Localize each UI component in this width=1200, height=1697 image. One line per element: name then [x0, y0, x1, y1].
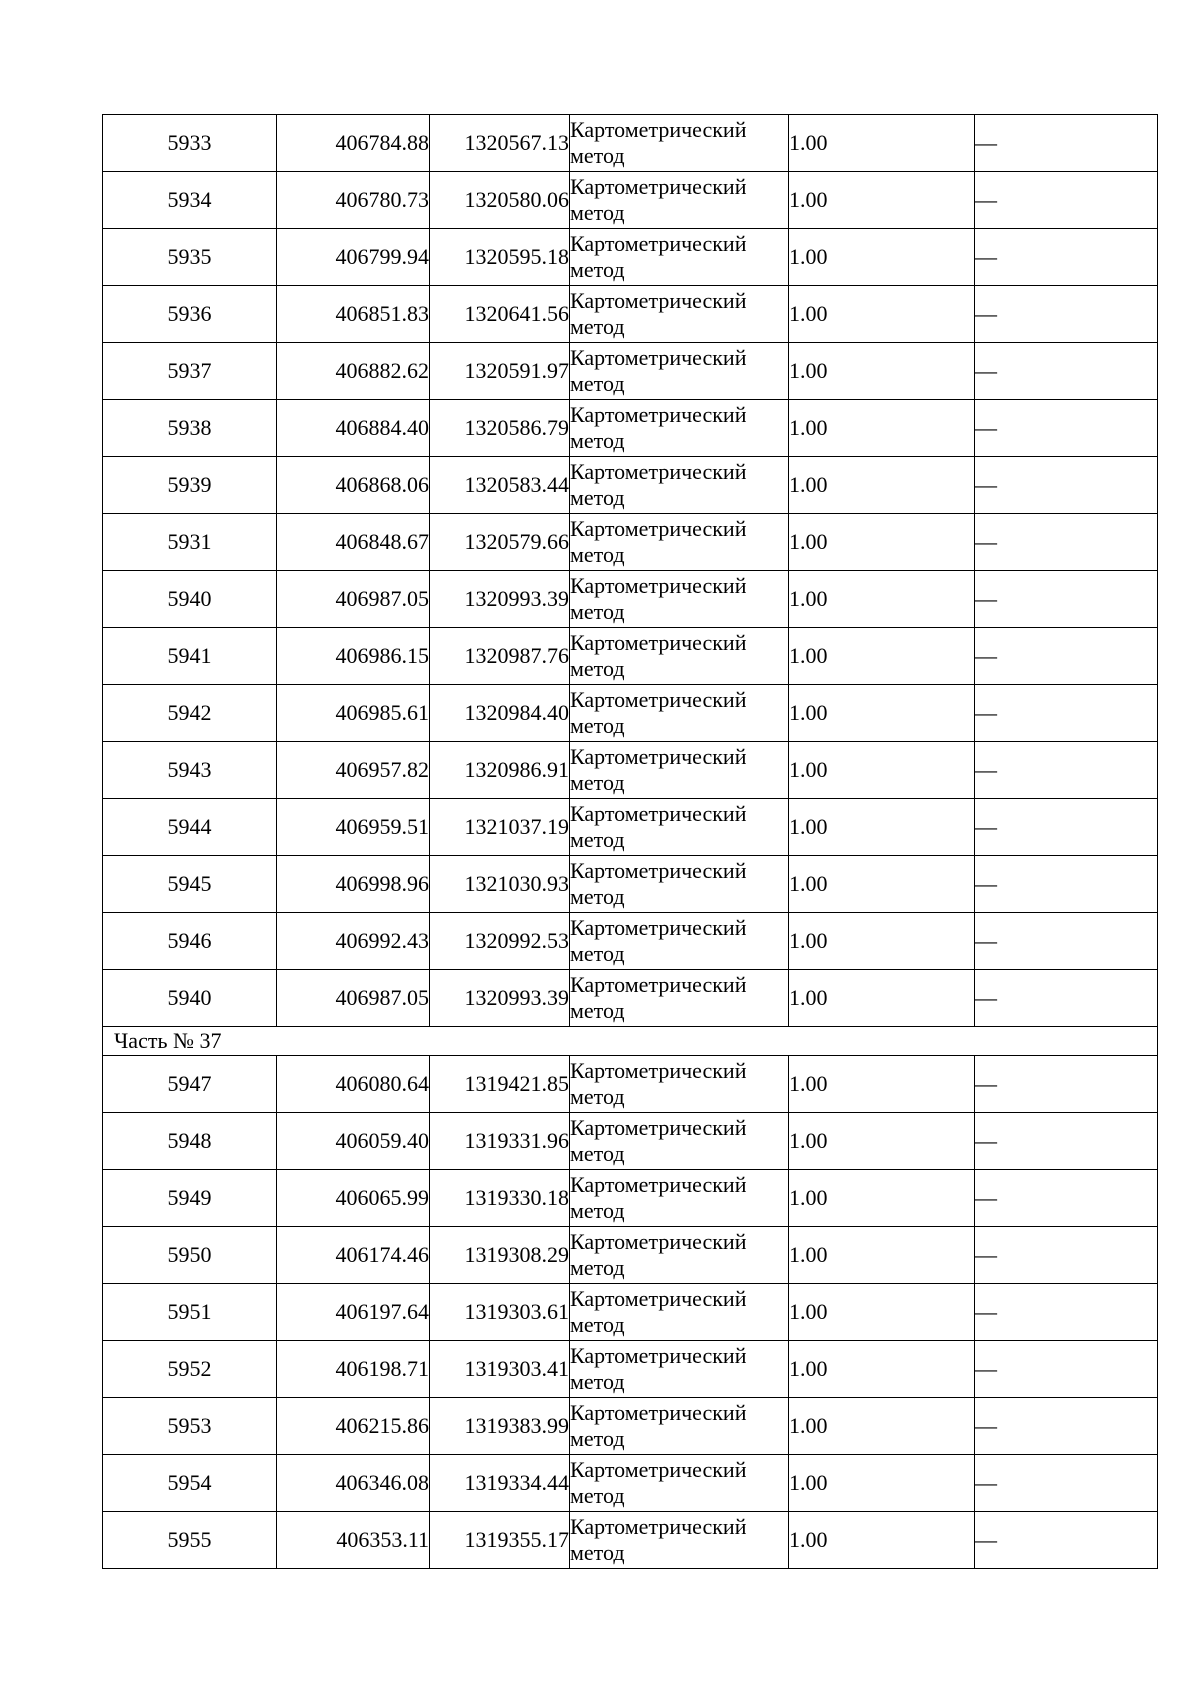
y-coordinate-cell: 1320987.76: [430, 628, 570, 685]
table-row: [103, 229, 1158, 286]
description-cell: —: [975, 628, 1158, 685]
method-line-1: Картометрический: [570, 1058, 747, 1083]
table-row: [103, 400, 1158, 457]
accuracy-cell: 1.00: [789, 1341, 975, 1398]
method-line-2: метод: [570, 1540, 625, 1565]
accuracy-cell: 1.00: [789, 1056, 975, 1113]
method-line-2: метод: [570, 200, 625, 225]
table-row: [103, 856, 1158, 913]
description-cell: —: [975, 343, 1158, 400]
method-line-1: Картометрический: [570, 1115, 747, 1140]
accuracy-cell: 1.00: [789, 571, 975, 628]
y-coordinate-cell: 1320986.91: [430, 742, 570, 799]
table-row: [103, 1227, 1158, 1284]
table-row: [103, 571, 1158, 628]
method-cell: [570, 1512, 789, 1569]
description-cell: —: [975, 1170, 1158, 1227]
method-line-1: Картометрический: [570, 915, 747, 940]
x-coordinate-cell: 406985.61: [277, 685, 430, 742]
y-coordinate-cell: 1320586.79: [430, 400, 570, 457]
method-cell: [570, 229, 789, 286]
x-coordinate-cell: 406065.99: [277, 1170, 430, 1227]
method-line-2: метод: [570, 1141, 625, 1166]
points-group-2: [103, 1056, 1158, 1569]
method-cell: [570, 457, 789, 514]
method-line-1: Картометрический: [570, 687, 747, 712]
y-coordinate-cell: 1320579.66: [430, 514, 570, 571]
method-line-2: метод: [570, 1084, 625, 1109]
method-cell: [570, 115, 789, 172]
method-line-2: метод: [570, 770, 625, 795]
method-line-1: Картометрический: [570, 288, 747, 313]
y-coordinate-cell: 1320580.06: [430, 172, 570, 229]
method-line-1: Картометрический: [570, 630, 747, 655]
method-line-1: Картометрический: [570, 516, 747, 541]
method-line-1: Картометрический: [570, 402, 747, 427]
x-coordinate-cell: 406851.83: [277, 286, 430, 343]
method-cell: [570, 1170, 789, 1227]
x-coordinate-cell: 406197.64: [277, 1284, 430, 1341]
point-number-cell: 5940: [103, 970, 277, 1027]
accuracy-cell: 1.00: [789, 628, 975, 685]
table-row: [103, 1512, 1158, 1569]
table-row: [103, 799, 1158, 856]
method-cell: [570, 628, 789, 685]
method-line-1: Картометрический: [570, 1400, 747, 1425]
method-cell: [570, 286, 789, 343]
description-cell: —: [975, 970, 1158, 1027]
method-line-2: метод: [570, 656, 625, 681]
description-cell: —: [975, 742, 1158, 799]
section-label: Часть № 37: [103, 1027, 1158, 1056]
x-coordinate-cell: 406882.62: [277, 343, 430, 400]
method-line-2: метод: [570, 485, 625, 510]
method-line-2: метод: [570, 1255, 625, 1280]
method-line-2: метод: [570, 998, 625, 1023]
description-cell: —: [975, 1398, 1158, 1455]
y-coordinate-cell: 1319383.99: [430, 1398, 570, 1455]
method-line-2: метод: [570, 713, 625, 738]
method-line-1: Картометрический: [570, 174, 747, 199]
y-coordinate-cell: 1320992.53: [430, 913, 570, 970]
accuracy-cell: 1.00: [789, 685, 975, 742]
method-cell: [570, 913, 789, 970]
point-number-cell: 5933: [103, 115, 277, 172]
method-cell: [570, 1284, 789, 1341]
section-row-group: [103, 1027, 1158, 1056]
method-line-1: Картометрический: [570, 117, 747, 142]
method-line-1: Картометрический: [570, 1457, 747, 1482]
accuracy-cell: 1.00: [789, 1512, 975, 1569]
method-cell: [570, 1341, 789, 1398]
x-coordinate-cell: 406868.06: [277, 457, 430, 514]
method-line-2: метод: [570, 1369, 625, 1394]
description-cell: —: [975, 229, 1158, 286]
table-row: [103, 1398, 1158, 1455]
point-number-cell: 5950: [103, 1227, 277, 1284]
y-coordinate-cell: 1320984.40: [430, 685, 570, 742]
table-row: [103, 514, 1158, 571]
table-row: [103, 1170, 1158, 1227]
accuracy-cell: 1.00: [789, 913, 975, 970]
description-cell: —: [975, 1113, 1158, 1170]
table-row: [103, 172, 1158, 229]
method-line-2: метод: [570, 1426, 625, 1451]
description-cell: —: [975, 115, 1158, 172]
accuracy-cell: 1.00: [789, 514, 975, 571]
method-line-1: Картометрический: [570, 744, 747, 769]
x-coordinate-cell: 406799.94: [277, 229, 430, 286]
accuracy-cell: 1.00: [789, 1455, 975, 1512]
table-row: [103, 742, 1158, 799]
point-number-cell: 5947: [103, 1056, 277, 1113]
method-cell: [570, 571, 789, 628]
method-cell: [570, 1056, 789, 1113]
table-row: [103, 628, 1158, 685]
method-line-2: метод: [570, 542, 625, 567]
description-cell: —: [975, 1227, 1158, 1284]
method-cell: [570, 1113, 789, 1170]
description-cell: —: [975, 286, 1158, 343]
method-line-2: метод: [570, 884, 625, 909]
accuracy-cell: 1.00: [789, 970, 975, 1027]
y-coordinate-cell: 1320595.18: [430, 229, 570, 286]
y-coordinate-cell: 1320993.39: [430, 571, 570, 628]
method-line-1: Картометрический: [570, 459, 747, 484]
point-number-cell: 5949: [103, 1170, 277, 1227]
method-line-1: Картометрический: [570, 972, 747, 997]
accuracy-cell: 1.00: [789, 1398, 975, 1455]
description-cell: —: [975, 400, 1158, 457]
method-line-2: метод: [570, 941, 625, 966]
point-number-cell: 5951: [103, 1284, 277, 1341]
method-cell: [570, 799, 789, 856]
y-coordinate-cell: 1319331.96: [430, 1113, 570, 1170]
method-line-2: метод: [570, 143, 625, 168]
accuracy-cell: 1.00: [789, 286, 975, 343]
table-row: [103, 457, 1158, 514]
y-coordinate-cell: 1320993.39: [430, 970, 570, 1027]
point-number-cell: 5935: [103, 229, 277, 286]
x-coordinate-cell: 406987.05: [277, 571, 430, 628]
point-number-cell: 5941: [103, 628, 277, 685]
table-row: [103, 685, 1158, 742]
method-line-2: метод: [570, 1312, 625, 1337]
point-number-cell: 5939: [103, 457, 277, 514]
method-cell: [570, 514, 789, 571]
description-cell: —: [975, 1056, 1158, 1113]
accuracy-cell: 1.00: [789, 1113, 975, 1170]
accuracy-cell: 1.00: [789, 172, 975, 229]
y-coordinate-cell: 1319303.41: [430, 1341, 570, 1398]
point-number-cell: 5938: [103, 400, 277, 457]
description-cell: —: [975, 856, 1158, 913]
x-coordinate-cell: 406198.71: [277, 1341, 430, 1398]
method-line-1: Картометрический: [570, 1343, 747, 1368]
point-number-cell: 5953: [103, 1398, 277, 1455]
accuracy-cell: 1.00: [789, 229, 975, 286]
x-coordinate-cell: 406987.05: [277, 970, 430, 1027]
method-line-1: Картометрический: [570, 1514, 747, 1539]
x-coordinate-cell: 406884.40: [277, 400, 430, 457]
point-number-cell: 5943: [103, 742, 277, 799]
description-cell: —: [975, 1341, 1158, 1398]
point-number-cell: 5942: [103, 685, 277, 742]
y-coordinate-cell: 1321037.19: [430, 799, 570, 856]
accuracy-cell: 1.00: [789, 856, 975, 913]
accuracy-cell: 1.00: [789, 1170, 975, 1227]
table-row: [103, 1284, 1158, 1341]
point-number-cell: 5948: [103, 1113, 277, 1170]
description-cell: —: [975, 799, 1158, 856]
description-cell: —: [975, 514, 1158, 571]
x-coordinate-cell: 406848.67: [277, 514, 430, 571]
method-cell: [570, 685, 789, 742]
point-number-cell: 5934: [103, 172, 277, 229]
description-cell: —: [975, 1512, 1158, 1569]
x-coordinate-cell: 406174.46: [277, 1227, 430, 1284]
description-cell: —: [975, 1455, 1158, 1512]
method-cell: [570, 856, 789, 913]
x-coordinate-cell: 406215.86: [277, 1398, 430, 1455]
method-line-1: Картометрический: [570, 345, 747, 370]
method-cell: [570, 970, 789, 1027]
point-number-cell: 5945: [103, 856, 277, 913]
method-line-2: метод: [570, 371, 625, 396]
method-line-2: метод: [570, 1198, 625, 1223]
method-line-2: метод: [570, 827, 625, 852]
method-line-2: метод: [570, 1483, 625, 1508]
section-row: [103, 1027, 1158, 1056]
y-coordinate-cell: 1320591.97: [430, 343, 570, 400]
accuracy-cell: 1.00: [789, 457, 975, 514]
x-coordinate-cell: 406957.82: [277, 742, 430, 799]
description-cell: —: [975, 685, 1158, 742]
point-number-cell: 5955: [103, 1512, 277, 1569]
x-coordinate-cell: 406959.51: [277, 799, 430, 856]
point-number-cell: 5931: [103, 514, 277, 571]
method-line-2: метод: [570, 428, 625, 453]
method-line-2: метод: [570, 314, 625, 339]
point-number-cell: 5940: [103, 571, 277, 628]
x-coordinate-cell: 406059.40: [277, 1113, 430, 1170]
method-line-1: Картометрический: [570, 231, 747, 256]
x-coordinate-cell: 406986.15: [277, 628, 430, 685]
table-row: [103, 1113, 1158, 1170]
y-coordinate-cell: 1319334.44: [430, 1455, 570, 1512]
x-coordinate-cell: 406353.11: [277, 1512, 430, 1569]
points-group-1: [103, 115, 1158, 1027]
method-cell: [570, 1227, 789, 1284]
y-coordinate-cell: 1319355.17: [430, 1512, 570, 1569]
description-cell: —: [975, 571, 1158, 628]
table-row: [103, 1341, 1158, 1398]
point-number-cell: 5954: [103, 1455, 277, 1512]
accuracy-cell: 1.00: [789, 343, 975, 400]
table-row: [103, 1056, 1158, 1113]
y-coordinate-cell: 1319303.61: [430, 1284, 570, 1341]
method-line-1: Картометрический: [570, 1229, 747, 1254]
accuracy-cell: 1.00: [789, 742, 975, 799]
description-cell: —: [975, 457, 1158, 514]
method-line-1: Картометрический: [570, 1286, 747, 1311]
y-coordinate-cell: 1319330.18: [430, 1170, 570, 1227]
accuracy-cell: 1.00: [789, 1227, 975, 1284]
method-cell: [570, 343, 789, 400]
method-line-1: Картометрический: [570, 1172, 747, 1197]
y-coordinate-cell: 1320567.13: [430, 115, 570, 172]
x-coordinate-cell: 406784.88: [277, 115, 430, 172]
method-cell: [570, 1398, 789, 1455]
coordinates-table: [102, 114, 1158, 1569]
method-line-2: метод: [570, 599, 625, 624]
table-row: [103, 970, 1158, 1027]
accuracy-cell: 1.00: [789, 1284, 975, 1341]
y-coordinate-cell: 1319308.29: [430, 1227, 570, 1284]
accuracy-cell: 1.00: [789, 400, 975, 457]
x-coordinate-cell: 406992.43: [277, 913, 430, 970]
method-cell: [570, 400, 789, 457]
point-number-cell: 5952: [103, 1341, 277, 1398]
x-coordinate-cell: 406780.73: [277, 172, 430, 229]
point-number-cell: 5944: [103, 799, 277, 856]
table-row: [103, 115, 1158, 172]
method-cell: [570, 172, 789, 229]
method-cell: [570, 1455, 789, 1512]
description-cell: —: [975, 1284, 1158, 1341]
method-line-2: метод: [570, 257, 625, 282]
table-row: [103, 1455, 1158, 1512]
method-line-1: Картометрический: [570, 858, 747, 883]
y-coordinate-cell: 1321030.93: [430, 856, 570, 913]
table-row: [103, 343, 1158, 400]
description-cell: —: [975, 172, 1158, 229]
method-line-1: Картометрический: [570, 573, 747, 598]
y-coordinate-cell: 1320641.56: [430, 286, 570, 343]
accuracy-cell: 1.00: [789, 115, 975, 172]
table-row: [103, 286, 1158, 343]
description-cell: —: [975, 913, 1158, 970]
point-number-cell: 5946: [103, 913, 277, 970]
table-row: [103, 913, 1158, 970]
method-line-1: Картометрический: [570, 801, 747, 826]
x-coordinate-cell: 406998.96: [277, 856, 430, 913]
point-number-cell: 5937: [103, 343, 277, 400]
accuracy-cell: 1.00: [789, 799, 975, 856]
method-cell: [570, 742, 789, 799]
point-number-cell: 5936: [103, 286, 277, 343]
y-coordinate-cell: 1319421.85: [430, 1056, 570, 1113]
x-coordinate-cell: 406346.08: [277, 1455, 430, 1512]
y-coordinate-cell: 1320583.44: [430, 457, 570, 514]
x-coordinate-cell: 406080.64: [277, 1056, 430, 1113]
